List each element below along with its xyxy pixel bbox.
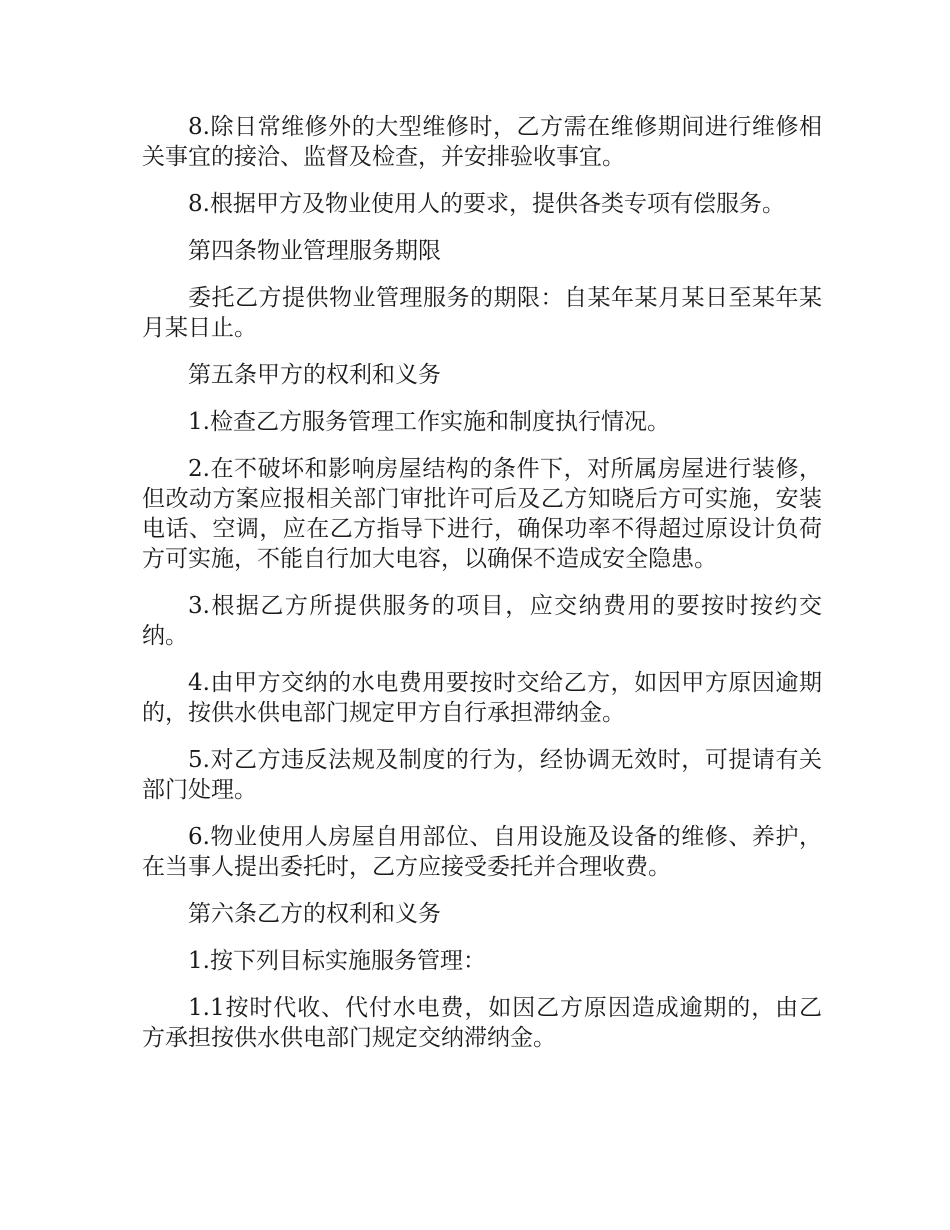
section-heading-article-5: 第五条甲方的权利和义务	[188, 362, 441, 388]
paragraph-article-5-item-3: 3.根据乙方所提供服务的项目，应交纳费用的要按时按约交纳。	[142, 593, 822, 649]
section-heading-article-6: 第六条乙方的权利和义务	[188, 901, 441, 927]
paragraph-article-5-item-5: 5.对乙方违反法规及制度的行为，经协调无效时，可提请有关部门处理。	[142, 747, 822, 803]
paragraph-article-5-item-4: 4.由甲方交纳的水电费用要按时交给乙方，如因甲方原因逾期的，按供水供电部门规定甲方自行承担滞纳金。	[142, 670, 822, 726]
paragraph-service-term: 委托乙方提供物业管理服务的期限：自某年某月某日至某年某月某日止。	[142, 285, 822, 341]
paragraph-article-6-item-1-1: 1.1按时代收、代付水电费，如因乙方原因造成逾期的，由乙方承担按供水供电部门规定交纳滞纳金。	[142, 995, 822, 1051]
document-body	[142, 112, 822, 1070]
section-heading-article-4: 第四条物业管理服务期限	[188, 238, 441, 264]
paragraph-article-5-item-1: 1.检查乙方服务管理工作实施和制度执行情况。	[188, 409, 670, 435]
paragraph-article-6-item-1: 1.按下列目标实施服务管理：	[188, 948, 486, 974]
paragraph-article-5-item-2: 2.在不破坏和影响房屋结构的条件下，对所属房屋进行装修，但改动方案应报相关部门审批许可后及乙方知晓后方可实施，安装电话、空调，应在乙方指导下进行，确保功率不得超过原设计负荷方可实施，不能自行加大电容，以确保不造成安全隐患。	[142, 456, 822, 572]
paragraph-article-5-item-6: 6.物业使用人房屋自用部位、自用设施及设备的维修、养护，在当事人提出委托时，乙方应接受委托并合理收费。	[142, 824, 822, 880]
paragraph-item-8-paid-services: 8.根据甲方及物业使用人的要求，提供各类专项有偿服务。	[188, 191, 785, 217]
paragraph-item-8-major-repair: 8.除日常维修外的大型维修时，乙方需在维修期间进行维修相关事宜的接洽、监督及检查，并安排验收事宜。	[142, 114, 822, 170]
